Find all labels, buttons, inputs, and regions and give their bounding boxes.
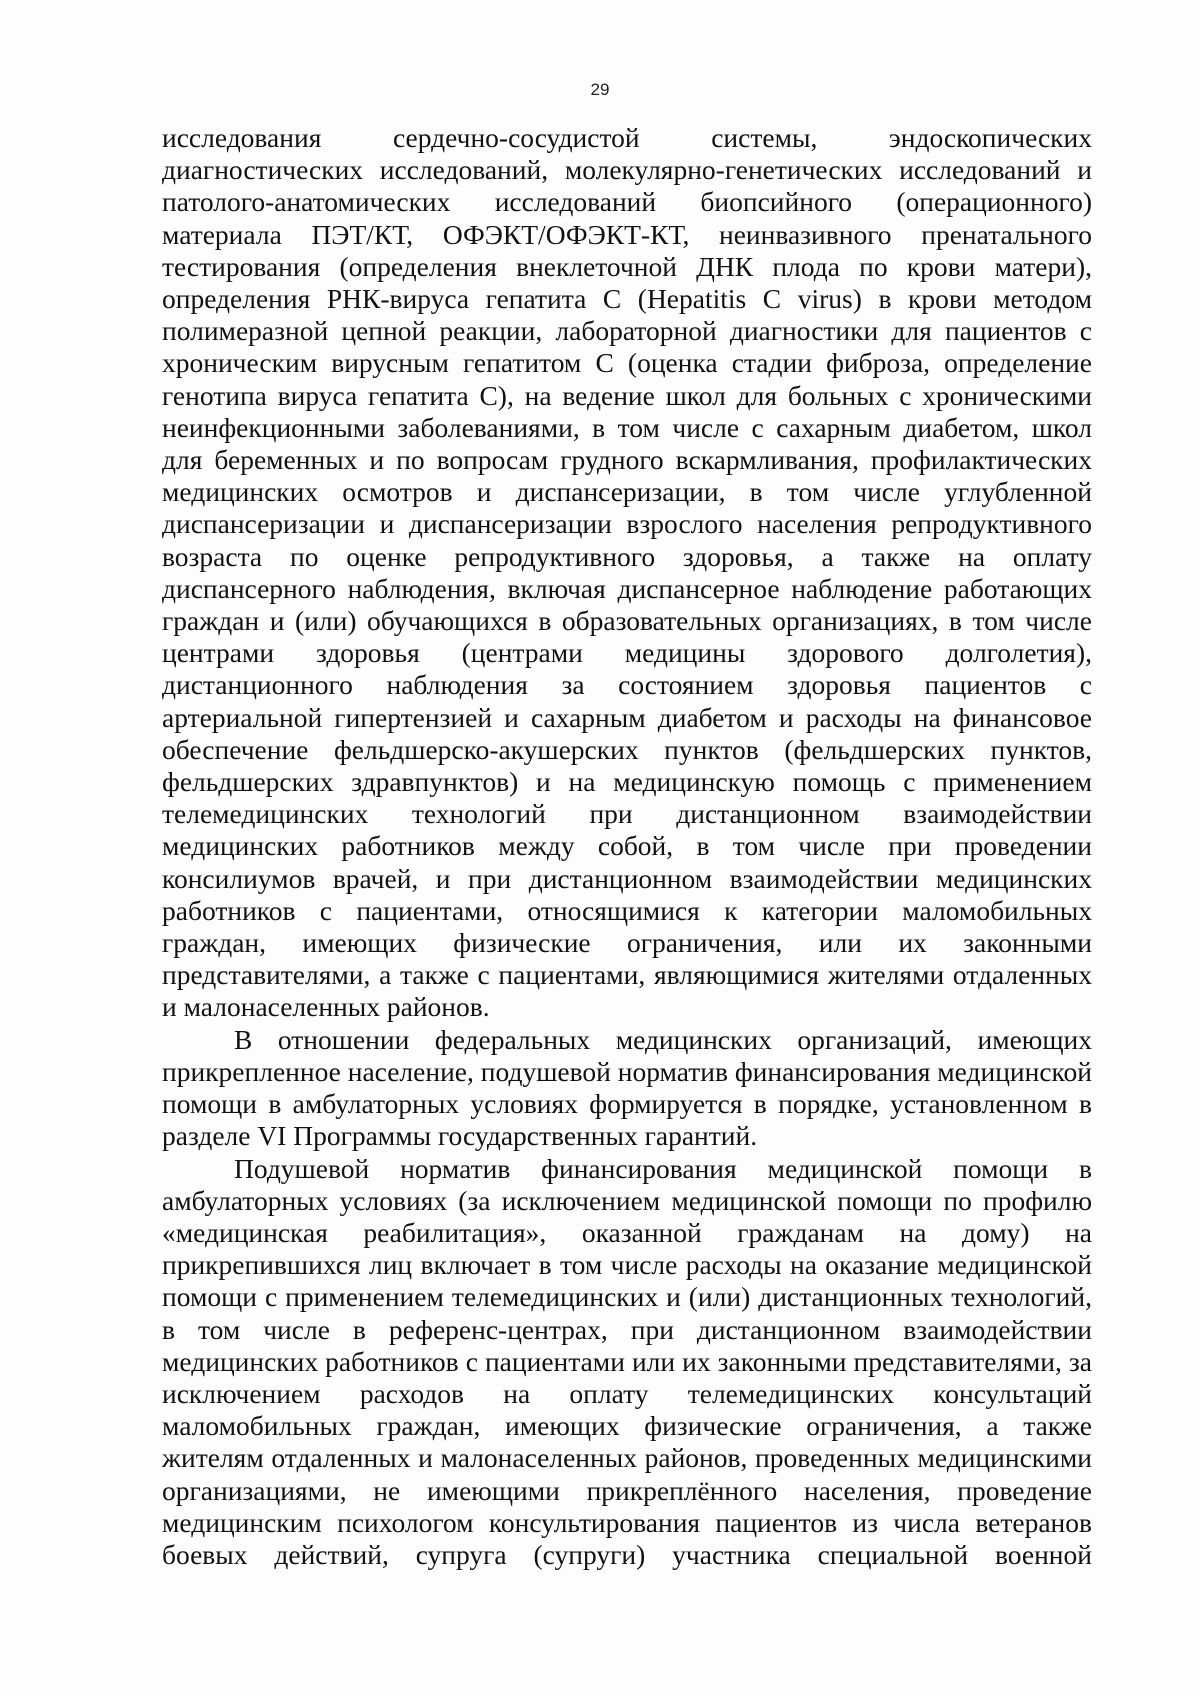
page-number: 29 <box>590 80 610 99</box>
paragraph-1: исследования сердечно-сосудистой системы, эндоскопических диагностических исследований, молекулярно-генетических исследований и патолого-анатомических исследований биопсийного (операционного) материала ПЭТ/КТ, ОФЭКТ/ОФЭКТ-КТ, неинвазивного пренатального тестирования (определения внеклеточной ДНК плода по крови матери), определения РНК-вируса гепатита С (Hepatitis C virus) в крови методом полимеразной цепной реакции, лабораторной диагностики для пациентов с хроническим вирусным гепатитом С (оценка стадии фиброза, определение генотипа вируса гепатита С), на ведение школ для больных с хроническими неинфекционными заболеваниями, в том числе с сахарным диабетом, школ для беременных и по вопросам грудного вскармливания, профилактических медицинских осмотров и диспансеризации, в том числе углубленной диспансеризации и диспансеризации взрослого населения репродуктивного возраста по оценке репродуктивного здоровья, а также на оплату диспансерного наблюдения, включая диспансерное наблюдение работающих граждан и (или) обучающихся в образовательных организациях, в том числе центрами здоровья (центрами медицины здорового долголетия), дистанционного наблюдения за состоянием здоровья пациентов с артериальной гипертензией и сахарным диабетом и расходы на финансовое обеспечение фельдшерско-акушерских пунктов (фельдшерских пунктов, фельдшерских здравпунктов) и на медицинскую помощь с применением телемедицинских технологий при дистанционном взаимодействии медицинских работников между собой, в том числе при проведении консилиумов врачей, и при дистанционном взаимодействии медицинских работников с пациентами, относящимися к категории маломобильных граждан, имеющих физические ограничения, или их законными представителями, а также с пациентами, являющимися жителями отдаленных и малонаселенных районов. <box>162 122 1092 1023</box>
document-body <box>162 122 1092 1571</box>
paragraph-3: Подушевой норматив финансирования медицинской помощи в амбулаторных условиях (за исключением медицинской помощи по профилю «медицинская реабилитация», оказанной гражданам на дому) на прикрепившихся лиц включает в том числе расходы на оказание медицинской помощи с применением телемедицинских и (или) дистанционных технологий, в том числе в референс-центрах, при дистанционном взаимодействии медицинских работников с пациентами или их законными представителями, за исключением расходов на оплату телемедицинских консультаций маломобильных граждан, имеющих физические ограничения, а также жителям отдаленных и малонаселенных районов, проведенных медицинскими организациями, не имеющими прикреплённого населения, проведение медицинским психологом консультирования пациентов из числа ветеранов боевых действий, супруга (супруги) участника специальной военной <box>162 1152 1092 1570</box>
paragraph-2: В отношении федеральных медицинских организаций, имеющих прикрепленное население, подушевой норматив финансирования медицинской помощи в амбулаторных условиях формируется в порядке, установленном в разделе VI Программы государственных гарантий. <box>162 1023 1092 1152</box>
